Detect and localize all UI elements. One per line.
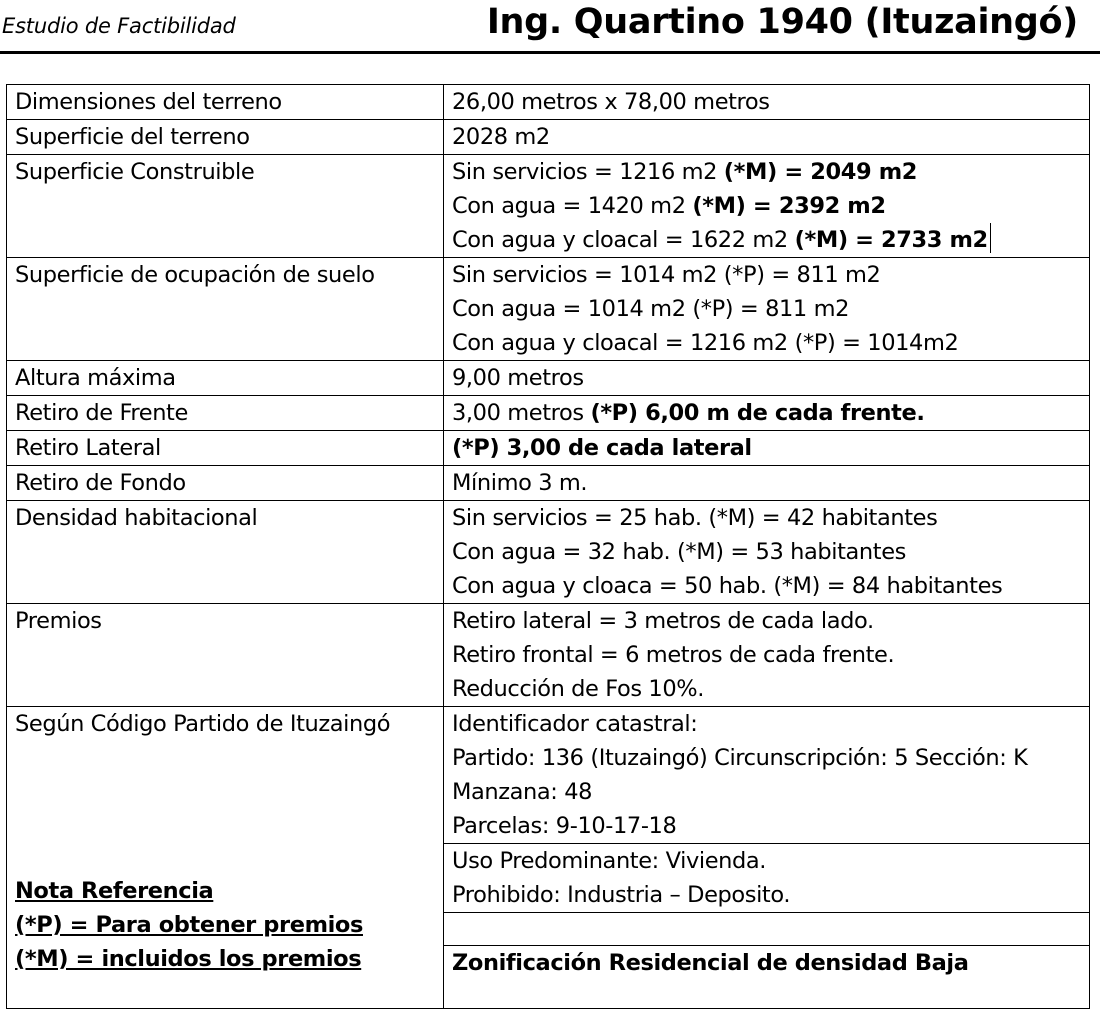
row-label-cell — [7, 466, 444, 501]
zonificacion-cell — [444, 946, 1090, 1009]
catastral-cell — [444, 707, 1090, 844]
table-row — [7, 396, 1090, 431]
table-row — [7, 85, 1090, 120]
row-label: Superficie del terreno — [15, 124, 250, 150]
note-title: Nota Referencia — [15, 878, 214, 904]
row-value-cell — [444, 120, 1090, 155]
text-cursor — [990, 223, 991, 253]
row-value-line — [452, 326, 1089, 360]
row-value-line — [452, 431, 1089, 465]
note-reference-block — [15, 874, 363, 976]
row-value-line — [452, 569, 1089, 603]
value-segment: 9,00 metros — [452, 365, 584, 391]
row-label-cell — [7, 120, 444, 155]
value-segment: Sin servicios = 25 hab. (*M) = 42 habitantes — [452, 505, 938, 531]
row-label-cell — [7, 396, 444, 431]
table-row — [7, 604, 1090, 707]
table-row — [7, 155, 1090, 258]
row-value-line — [452, 258, 1089, 292]
row-value-cell — [444, 85, 1090, 120]
value-segment: Mínimo 3 m. — [452, 470, 588, 496]
row-label: Retiro de Fondo — [15, 470, 186, 496]
row-value-line — [452, 604, 1089, 638]
note-m-definition: (*M) = incluidos los premios — [15, 946, 362, 972]
value-segment: Reducción de Fos 10%. — [452, 676, 704, 702]
row-value-cell — [444, 431, 1090, 466]
codigo-label-cell — [7, 707, 444, 1009]
row-value-line — [452, 638, 1089, 672]
value-segment: (*M) = 2733 m2 — [794, 227, 988, 253]
row-label: Densidad habitacional — [15, 505, 258, 531]
row-value-line — [452, 361, 1089, 395]
catastral-line: Partido: 136 (Ituzaingó) Circunscripción: 5 Sección: K — [452, 745, 1028, 771]
uso-cell — [444, 844, 1090, 913]
row-value-line — [452, 85, 1089, 119]
row-value-cell — [444, 396, 1090, 431]
empty-cell — [444, 913, 1090, 946]
row-label: Dimensiones del terreno — [15, 89, 282, 115]
uso-line: Prohibido: Industria – Deposito. — [452, 882, 791, 908]
value-segment: (*M) = 2392 m2 — [692, 193, 886, 219]
uso-line: Uso Predominante: Vivienda. — [452, 848, 767, 874]
catastral-line: Manzana: 48 — [452, 779, 593, 805]
row-label: Superficie de ocupación de suelo — [15, 262, 375, 288]
row-value-line — [452, 155, 1089, 189]
catastral-line: Parcelas: 9-10-17-18 — [452, 813, 677, 839]
value-segment: Retiro lateral = 3 metros de cada lado. — [452, 608, 874, 634]
codigo-label: Según Código Partido de Ituzaingó — [15, 711, 391, 737]
row-label-cell — [7, 361, 444, 396]
value-segment: Con agua y cloacal = 1216 m2 (*P) = 1014m2 — [452, 330, 959, 356]
value-segment: Sin servicios = 1216 m2 — [452, 159, 724, 185]
value-segment: Retiro frontal = 6 metros de cada frente. — [452, 642, 895, 668]
row-value-cell — [444, 604, 1090, 707]
zonificacion-text: Zonificación Residencial de densidad Baja — [452, 950, 969, 976]
value-segment: Con agua = 1014 m2 (*P) = 811 m2 — [452, 296, 850, 322]
table-row — [7, 707, 1090, 844]
row-label: Retiro Lateral — [15, 435, 161, 461]
row-label: Altura máxima — [15, 365, 176, 391]
value-segment: Con agua y cloaca = 50 hab. (*M) = 84 habitantes — [452, 573, 1003, 599]
row-value-line — [452, 466, 1089, 500]
table-row — [7, 120, 1090, 155]
document-type-label: Estudio de Factibilidad — [2, 14, 236, 38]
value-segment: 3,00 metros — [452, 400, 591, 426]
row-value-line — [452, 223, 1089, 257]
row-value-line — [452, 292, 1089, 326]
row-value-cell — [444, 155, 1090, 258]
row-label: Retiro de Frente — [15, 400, 188, 426]
row-label-cell — [7, 501, 444, 604]
value-segment: (*P) 6,00 m de cada frente. — [590, 400, 925, 426]
value-segment: (*P) 3,00 de cada lateral — [452, 435, 752, 461]
table-row — [7, 501, 1090, 604]
row-label-cell — [7, 258, 444, 361]
header-divider — [0, 51, 1100, 54]
row-label-cell — [7, 431, 444, 466]
row-label: Superficie Construible — [15, 159, 255, 185]
row-value-line — [452, 120, 1089, 154]
row-value-line — [452, 189, 1089, 223]
catastral-line: Identificador catastral: — [452, 711, 698, 737]
row-value-cell — [444, 258, 1090, 361]
value-segment: Con agua y cloacal = 1622 m2 — [452, 227, 795, 253]
row-value-line — [452, 501, 1089, 535]
table-row — [7, 361, 1090, 396]
row-value-line — [452, 672, 1089, 706]
row-value-cell — [444, 361, 1090, 396]
value-segment: 2028 m2 — [452, 124, 550, 150]
value-segment: Con agua = 1420 m2 — [452, 193, 693, 219]
table-row — [7, 258, 1090, 361]
row-label-cell — [7, 604, 444, 707]
row-label: Premios — [15, 608, 102, 634]
value-segment: 26,00 metros x 78,00 metros — [452, 89, 770, 115]
row-value-line — [452, 535, 1089, 569]
table-row — [7, 466, 1090, 501]
value-segment: Con agua = 32 hab. (*M) = 53 habitantes — [452, 539, 906, 565]
row-value-line — [452, 396, 1089, 430]
feasibility-table — [6, 84, 1090, 1009]
row-label-cell — [7, 85, 444, 120]
value-segment: (*M) = 2049 m2 — [723, 159, 917, 185]
note-p-definition: (*P) = Para obtener premios — [15, 912, 363, 938]
property-address-title: Ing. Quartino 1940 (Ituzaingó) — [486, 2, 1078, 42]
value-segment: Sin servicios = 1014 m2 (*P) = 811 m2 — [452, 262, 881, 288]
row-value-cell — [444, 466, 1090, 501]
table-row — [7, 431, 1090, 466]
row-label-cell — [7, 155, 444, 258]
row-value-cell — [444, 501, 1090, 604]
